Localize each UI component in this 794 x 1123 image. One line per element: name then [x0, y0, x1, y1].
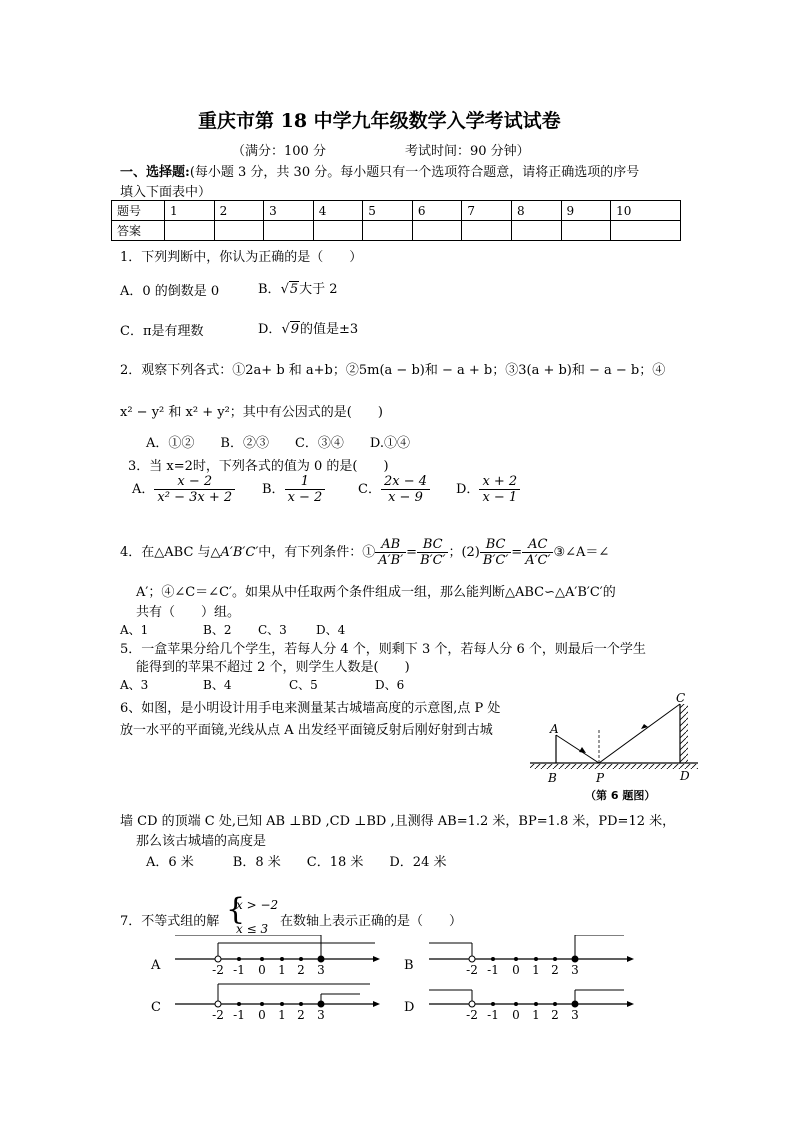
system-brace: {	[226, 892, 246, 927]
question-number-cell: 5	[363, 201, 413, 221]
q4-option-c: C、3	[258, 623, 287, 637]
tick-label: 3	[571, 1008, 579, 1020]
question-number-cell: 3	[264, 201, 314, 221]
answer-cell[interactable]	[165, 221, 215, 241]
q7-option-c-label: C	[151, 1000, 161, 1015]
tick-label: 2	[551, 963, 559, 975]
q6-figure	[530, 690, 710, 810]
section1-intro2: 填入下面表中）	[120, 185, 212, 200]
q6-line1: 6、如图，是小明设计用手电来测量某古城墙高度的示意图,点 P 处	[120, 701, 501, 716]
tick-label: 0	[512, 963, 520, 975]
closed-endpoint	[318, 956, 324, 962]
table-header-cell: 答案	[112, 221, 165, 241]
tick-label: -2	[466, 963, 478, 975]
q7-pre: 7．不等式组的解	[120, 914, 220, 929]
answer-cell[interactable]	[561, 221, 611, 241]
tick-dot	[299, 957, 303, 961]
q4-option-d: D、4	[316, 623, 346, 637]
q5-option-b: B、4	[203, 678, 232, 692]
label-c: C	[676, 691, 686, 705]
open-endpoint	[215, 1001, 221, 1007]
q3-option-d	[456, 474, 520, 505]
tick-dot	[280, 1002, 284, 1006]
q4-eq2: =	[511, 545, 523, 560]
number-line-b	[424, 935, 644, 975]
number-line-a	[170, 935, 390, 975]
label-p: P	[596, 771, 605, 785]
q3-b-fraction	[285, 474, 326, 505]
q4-line3: 共有（ ）组。	[136, 605, 241, 620]
question-number-cell: 4	[313, 201, 363, 221]
q1-b-radicand: 5	[289, 282, 299, 297]
tick-label: 0	[512, 1008, 520, 1020]
q3-b-num: 1	[285, 474, 326, 490]
q1-option-c: C．π是有理数	[120, 324, 204, 339]
answer-cell[interactable]	[412, 221, 462, 241]
tick-label: 1	[278, 963, 286, 975]
q2-stem-line2: x² − y² 和 x² + y²；其中有公因式的是( )	[120, 405, 383, 420]
tick-label: -1	[487, 963, 499, 975]
label-b: B	[548, 771, 557, 785]
q3-a-fraction	[154, 474, 235, 505]
q4-sep: ；(2)	[448, 545, 480, 560]
table-header-cell: 题号	[112, 201, 165, 221]
label-a: A	[550, 722, 559, 736]
q3-option-b	[262, 474, 325, 505]
q4-cond3: ③∠A＝∠	[553, 545, 610, 560]
q6-line4: 那么该古城墙的高度是	[136, 834, 267, 849]
wall-hatch	[680, 704, 688, 763]
tick-label: 2	[297, 1008, 305, 1020]
q3-d-label: D．	[456, 482, 480, 497]
answer-cell[interactable]	[462, 221, 512, 241]
q4-triangle: A′B′C′	[220, 545, 259, 560]
q3-d-fraction	[479, 474, 520, 505]
q2-stem-line1: 2．观察下列各式：①2a+ b 和 a+b；②5m(a − b)和 − a + b；③3(a + b)和 − a − b；④	[120, 363, 666, 378]
question-number-cell: 8	[511, 201, 561, 221]
answer-cell[interactable]	[313, 221, 363, 241]
q7-sys2: x ≤ 3	[236, 922, 269, 936]
q3-a-den: x² − 3x + 2	[157, 490, 233, 505]
tick-label: 1	[278, 1008, 286, 1020]
open-endpoint	[469, 1001, 475, 1007]
tick-dot	[553, 1002, 557, 1006]
q7-post: 在数轴上表示正确的是（ ）	[280, 914, 463, 929]
tick-label: -1	[233, 963, 245, 975]
q4-frac3	[480, 537, 511, 568]
exam-time: 考试时间：90 分钟）	[405, 144, 530, 159]
q6-line2: 放一水平的平面镜,光线从点 A 出发经平面镜反射后刚好射到古城	[120, 723, 493, 738]
tick-label: 3	[317, 963, 325, 975]
tick-dot	[514, 1002, 518, 1006]
q4-f2-num: BC	[417, 537, 448, 553]
tick-dot	[534, 1002, 538, 1006]
q1-option-d: D．√9的值是±3	[258, 322, 359, 337]
q5-option-a: A、3	[120, 678, 149, 692]
q1-option-b: B．√5大于 2	[258, 282, 338, 297]
q4-frac1	[375, 537, 406, 568]
question-number-cell: 2	[214, 201, 264, 221]
table-row-answers	[112, 221, 681, 241]
table-row-numbers	[112, 201, 681, 221]
section1-intro: (每小题 3 分，共 30 分。每小题只有一个选项符合题意，请将正确选项的序号	[189, 165, 640, 180]
q1-stem: 1．下列判断中，你认为正确的是（ ）	[120, 250, 363, 265]
closed-endpoint	[572, 956, 578, 962]
question-number-cell: 9	[561, 201, 611, 221]
q1-d-text: 的值是±3	[300, 322, 359, 337]
q4-f1-num: AB	[375, 537, 406, 553]
q5-line1: 5．一盒苹果分给几个学生，若每人分 4 个，则剩下 3 个，若每人分 6 个，则最后一个学生	[120, 642, 646, 657]
q3-option-c	[358, 474, 430, 505]
q7-sys1: x > −2	[236, 898, 279, 912]
q4-frac4	[522, 537, 553, 568]
tick-label: 2	[551, 1008, 559, 1020]
tick-label: 3	[571, 963, 579, 975]
q4-f3-num: BC	[480, 537, 511, 553]
tick-dot	[260, 957, 264, 961]
q3-b-label: B．	[262, 482, 285, 497]
section1-heading	[120, 161, 639, 180]
question-number-cell: 6	[412, 201, 462, 221]
number-line-d	[424, 980, 644, 1020]
ray-ap	[556, 735, 599, 763]
tick-label: 1	[532, 1008, 540, 1020]
q1-option-a: A．0 的倒数是 0	[120, 284, 220, 299]
q3-c-fraction	[381, 474, 430, 505]
question-number-cell: 7	[462, 201, 512, 221]
full-score: （满分：100 分	[232, 144, 326, 159]
q1-b-text: 大于 2	[299, 282, 338, 297]
q3-b-den: x − 2	[287, 490, 323, 505]
page-title: 重庆市第 18 中学九年级数学入学考试试卷	[198, 110, 561, 132]
ray-pc	[599, 704, 680, 763]
tick-label: -2	[212, 963, 224, 975]
q3-stem: 3．当 x=2时，下列各式的值为 0 的是( )	[128, 459, 389, 474]
q3-option-a	[132, 474, 235, 505]
q4-f2-den: B′C′	[420, 553, 446, 568]
q3-c-den: x − 9	[388, 490, 423, 505]
tick-dot	[237, 1002, 241, 1006]
q4-frac2	[417, 537, 448, 568]
ground-hatch	[530, 764, 698, 769]
tick-dot	[280, 957, 284, 961]
q1-b-label: B．	[258, 282, 281, 297]
q7-option-d-label: D	[404, 1000, 415, 1015]
q1-d-label: D．	[258, 322, 282, 337]
q1-d-radicand: 9	[290, 322, 300, 337]
answer-cell[interactable]	[264, 221, 314, 241]
tick-label: -2	[466, 1008, 478, 1020]
axis-arrow	[373, 956, 380, 962]
answer-cell[interactable]	[511, 221, 561, 241]
q4-option-b: B、2	[203, 623, 232, 637]
q5-option-d: D、6	[375, 678, 405, 692]
question-number-cell: 10	[611, 201, 681, 221]
tick-dot	[237, 957, 241, 961]
tick-label: 0	[258, 963, 266, 975]
q4-line1	[120, 537, 609, 568]
open-endpoint	[215, 956, 221, 962]
tick-label: 0	[258, 1008, 266, 1020]
axis-arrow	[373, 1001, 380, 1007]
answer-cell[interactable]	[214, 221, 264, 241]
answer-table	[111, 200, 681, 241]
tick-label: 2	[297, 963, 305, 975]
q5-line2: 能得到的苹果不超过 2 个，则学生人数是( )	[136, 660, 410, 675]
figure-caption: （第 6 题图）	[585, 789, 656, 802]
tick-dot	[491, 957, 495, 961]
tick-label: -1	[487, 1008, 499, 1020]
q3-d-den: x − 1	[482, 490, 518, 505]
q4-line2: A′；④∠C＝∠C′。如果从中任取两个条件组成一组，那么能判断△ABC∽△A′B′C′的	[136, 585, 616, 600]
question-number-cell: 1	[165, 201, 215, 221]
number-line-c	[170, 980, 390, 1020]
tick-dot	[260, 1002, 264, 1006]
tick-dot	[553, 957, 557, 961]
q4-f4-den: A′C′	[525, 553, 551, 568]
q6-options: A．6 米 B．8 米 C．18 米 D．24 米	[146, 855, 447, 870]
q2-options: A．①② B．②③ C．③④ D.①④	[146, 436, 410, 451]
closed-endpoint	[572, 1001, 578, 1007]
q4-eq1: =	[406, 545, 418, 560]
label-d: D	[680, 769, 690, 783]
axis-arrow	[627, 1001, 634, 1007]
q7-option-a-label: A	[151, 958, 161, 973]
q3-c-num: 2x − 4	[381, 474, 430, 490]
q4-option-a: A、1	[120, 623, 149, 637]
tick-dot	[514, 957, 518, 961]
q7-option-b-label: B	[404, 958, 414, 973]
q6-line3: 墙 CD 的顶端 C 处,已知 AB ⊥BD ,CD ⊥BD ,且测得 AB=1.2 米，BP=1.8 米，PD=12 米，	[120, 814, 676, 829]
arrow-ap	[579, 747, 586, 753]
q3-d-num: x + 2	[479, 474, 520, 490]
open-endpoint	[469, 956, 475, 962]
q3-a-num: x − 2	[154, 474, 235, 490]
q4-f3-den: B′C′	[482, 553, 509, 568]
q5-option-c: C、5	[289, 678, 318, 692]
axis-arrow	[627, 956, 634, 962]
tick-dot	[491, 1002, 495, 1006]
q4-f1-den: A′B′	[378, 553, 404, 568]
tick-label: 1	[532, 963, 540, 975]
q3-c-label: C．	[358, 482, 381, 497]
tick-label: 3	[317, 1008, 325, 1020]
q3-a-label: A．	[132, 482, 155, 497]
tick-dot	[299, 1002, 303, 1006]
q4-mid: 中，有下列条件：①	[258, 545, 376, 560]
tick-dot	[534, 957, 538, 961]
answer-cell[interactable]	[611, 221, 681, 241]
q4-f4-num: AC	[522, 537, 553, 553]
tick-label: -1	[233, 1008, 245, 1020]
answer-cell[interactable]	[363, 221, 413, 241]
q4-pre: 4．在△ABC 与△	[120, 545, 221, 560]
tick-label: -2	[212, 1008, 224, 1020]
closed-endpoint	[318, 1001, 324, 1007]
section1-label: 一、选择题:	[120, 165, 190, 180]
